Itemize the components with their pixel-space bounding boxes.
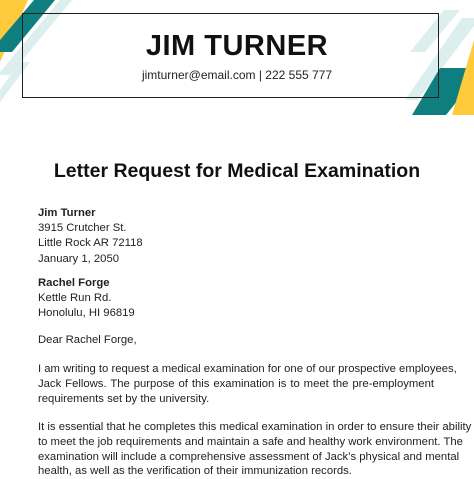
salutation: Dear Rachel Forge, <box>38 334 137 346</box>
sender-address-line-2: Little Rock AR 72118 <box>38 237 143 250</box>
paragraph-line: examination will include a comprehensive assessment of Jack’s physical and mental <box>38 450 460 463</box>
paragraph-line: to meet the job requirements and maintain a safe and healthy work environment. The <box>38 435 463 448</box>
contact-line: jimturner@email.com | 222 555 777 <box>141 68 333 82</box>
sender-address-line-1: 3915 Crutcher St. <box>38 222 127 235</box>
sender-name-heading: JIM TURNER <box>145 30 329 62</box>
paragraph-line: requirements set by the university. <box>38 392 210 405</box>
body-paragraph-1 <box>38 362 457 406</box>
paragraph-line: I am writing to request a medical examination for one of our prospective employees, <box>38 363 457 375</box>
sender-block <box>38 206 143 267</box>
recipient-block <box>38 276 135 322</box>
sender-name: Jim Turner <box>38 207 96 219</box>
recipient-address-line-1: Kettle Run Rd. <box>38 292 112 305</box>
letter-date: January 1, 2050 <box>38 252 120 265</box>
paragraph-line: It is essential that he completes this medical examination in order to ensure their ability <box>38 421 472 433</box>
recipient-address-line-2: Honolulu, HI 96819 <box>38 307 135 320</box>
paragraph-line: Jack Fellows. The purpose of this examination is to meet the pre-employment <box>38 377 434 390</box>
document-title: Letter Request for Medical Examination <box>53 160 421 182</box>
body-paragraph-2 <box>38 420 472 479</box>
paragraph-line: health, as well as the verification of their immunization records. <box>38 465 352 478</box>
recipient-name: Rachel Forge <box>38 277 110 289</box>
